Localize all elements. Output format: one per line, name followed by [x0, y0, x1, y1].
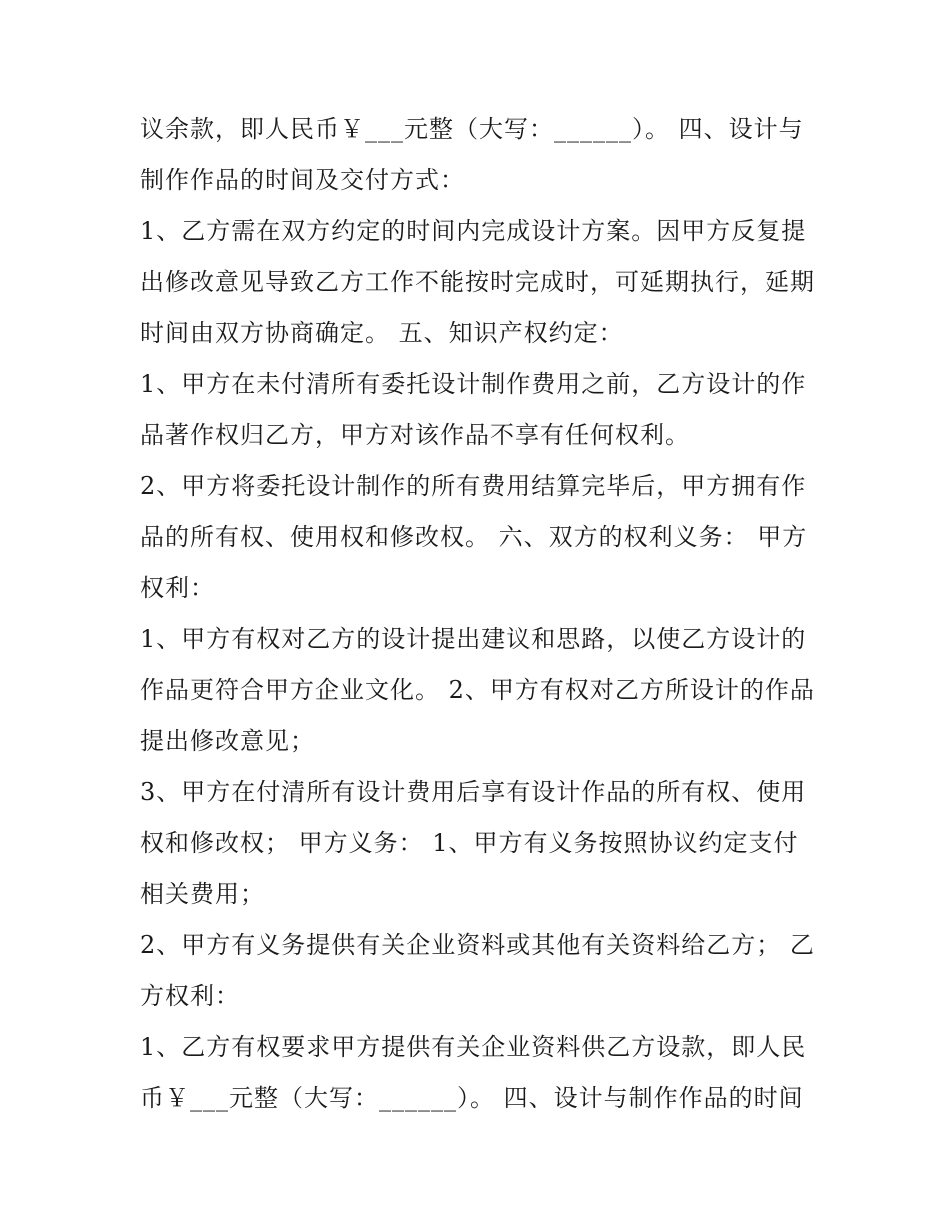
paragraph-ownership-after-payment: 2、甲方将委托设计制作的所有费用结算完毕后，甲方拥有作品的所有权、使用权和修改权。 六、双方的权利义务： 甲方权利：	[140, 472, 808, 602]
paragraph-party-a-obligations: 3、甲方在付清所有设计费用后享有设计作品的所有权、使用权和修改权； 甲方义务： 1、甲方有义务按照协议约定支付相关费用；	[140, 778, 807, 908]
document-body	[140, 104, 820, 1124]
paragraph-party-a-rights: 1、甲方有权对乙方的设计提出建议和思路，以使乙方设计的作品更符合甲方企业文化。 2、甲方有权对乙方所设计的作品提出修改意见；	[140, 625, 815, 755]
paragraph-party-b-rights: 1、乙方有权要求甲方提供有关企业资料供乙方设款，即人民币￥___元整（大写：______）。 四、设计与制作作品的时间	[140, 1033, 807, 1112]
paragraph-design-timeline: 1、乙方需在双方约定的时间内完成设计方案。因甲方反复提出修改意见导致乙方工作不能按时完成时，可延期执行，延期时间由双方协商确定。 五、知识产权约定：	[140, 217, 815, 347]
paragraph-payment-clause: 议余款，即人民币￥___元整（大写：______）。 四、设计与制作作品的时间及交付方式：	[140, 115, 804, 194]
paragraph-party-a-materials: 2、甲方有义务提供有关企业资料或其他有关资料给乙方； 乙方权利：	[140, 931, 815, 1010]
paragraph-copyright-before-payment: 1、甲方在未付清所有委托设计制作费用之前，乙方设计的作品著作权归乙方，甲方对该作品不享有任何权利。	[140, 370, 807, 449]
